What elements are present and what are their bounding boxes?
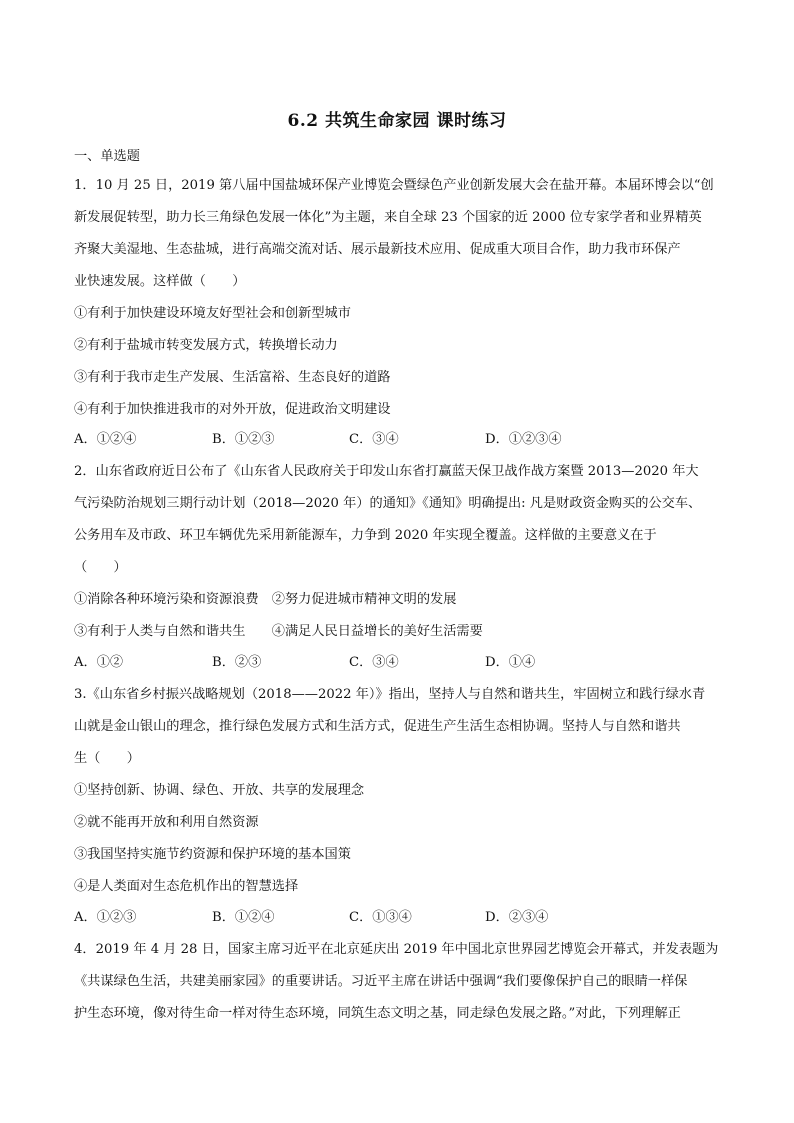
question-2-item-2: ③有利于人类与自然和谐共生 ④满足人民日益增长的美好生活需要 — [74, 624, 483, 639]
question-4-line-3: 护生态环境，像对待生命一样对待生态环境，同筑生态文明之基，同走绿色发展之路。”对此，下列理解正 — [74, 1006, 681, 1021]
question-1-line-1: 1．10 月 25 日，2019 第八届中国盐城环保产业博览会暨绿色产业创新发展大会在盐开幕。本届环博会以“创 — [74, 178, 714, 193]
question-3-item-1: ①坚持创新、协调、绿色、开放、共享的发展理念 — [74, 783, 365, 798]
question-4-line-1: 4．2019 年 4 月 28 日，国家主席习近平在北京延庆出 2019 年中国北京世界园艺博览会开幕式，并发表题为 — [74, 942, 719, 957]
option-c: C．①③④ — [349, 910, 412, 925]
question-3-item-2: ②就不能再开放和利用自然资源 — [74, 815, 259, 830]
option-c: C．③④ — [349, 432, 399, 447]
question-4-line-2: 《共谋绿色生活，共建美丽家园》的重要讲话。习近平主席在讲话中强调“我们要像保护自己的眼睛一样保 — [74, 974, 688, 989]
question-3-item-3: ③我国坚持实施节约资源和保护环境的基本国策 — [74, 847, 351, 862]
question-2-item-1: ①消除各种环境污染和资源浪费 ②努力促进城市精神文明的发展 — [74, 592, 457, 607]
question-1-item-2: ②有利于盐城市转变发展方式，转换增长动力 — [74, 338, 338, 353]
question-1-line-2: 新发展促转型，助力长三角绿色发展一体化”为主题，来自全球 23 个国家的近 2000 位专家学者和业界精英 — [74, 210, 702, 225]
option-c: C．③④ — [349, 655, 399, 670]
option-d: D．①④ — [485, 655, 536, 670]
question-3-line-2: 山就是金山银山的理念，推行绿色发展方式和生活方式，促进生产生活生态相协调。坚持人与自然和谐共 — [74, 719, 681, 734]
option-b: B．②③ — [212, 655, 262, 670]
question-2-line-4: （ ） — [74, 560, 127, 575]
question-1-line-3: 齐聚大美湿地、生态盐城，进行高端交流对话、展示最新技术应用、促成重大项目合作，助力我市环保产 — [74, 242, 681, 257]
option-b: B．①②④ — [212, 910, 275, 925]
question-3-line-3: 生（ ） — [74, 751, 140, 766]
question-3-item-4: ④是人类面对生态危机作出的智慧选择 — [74, 879, 299, 894]
option-a: A．①②④ — [74, 432, 137, 447]
page-title: 6.2 共筑生命家园 课时练习 — [287, 111, 507, 131]
option-a: A．①②③ — [74, 910, 137, 925]
option-d: D．②③④ — [485, 910, 549, 925]
question-3-line-1: 3.《山东省乡村振兴战略规划（2018——2022 年）》指出，坚持人与自然和谐共生，牢固树立和践行绿水青 — [74, 687, 706, 702]
question-1-item-4: ④有利于加快推进我市的对外开放，促进政治文明建设 — [74, 402, 391, 417]
question-2-line-1: 2．山东省政府近日公布了《山东省人民政府关于印发山东省打赢蓝天保卫战作战方案暨 2013—2020 年大 — [74, 464, 699, 479]
question-1-item-3: ③有利于我市走生产发展、生活富裕、生态良好的道路 — [74, 370, 391, 385]
option-b: B．①②③ — [212, 432, 275, 447]
section-heading: 一、单选题 — [74, 149, 140, 164]
question-2-line-3: 公务用车及市政、环卫车辆优先采用新能源车，力争到 2020 年实现全覆盖。这样做的主要意义在于 — [74, 528, 657, 543]
question-1-line-4: 业快速发展。这样做（ ） — [74, 274, 246, 289]
option-d: D．①②③④ — [485, 432, 562, 447]
option-a: A．①② — [74, 655, 124, 670]
question-2-line-2: 气污染防治规划三期行动计划（2018—2020 年）的通知》《通知》明确提出: 凡是财政资金购买的公交车、 — [74, 496, 702, 511]
question-1-item-1: ①有利于加快建设环境友好型社会和创新型城市 — [74, 306, 351, 321]
